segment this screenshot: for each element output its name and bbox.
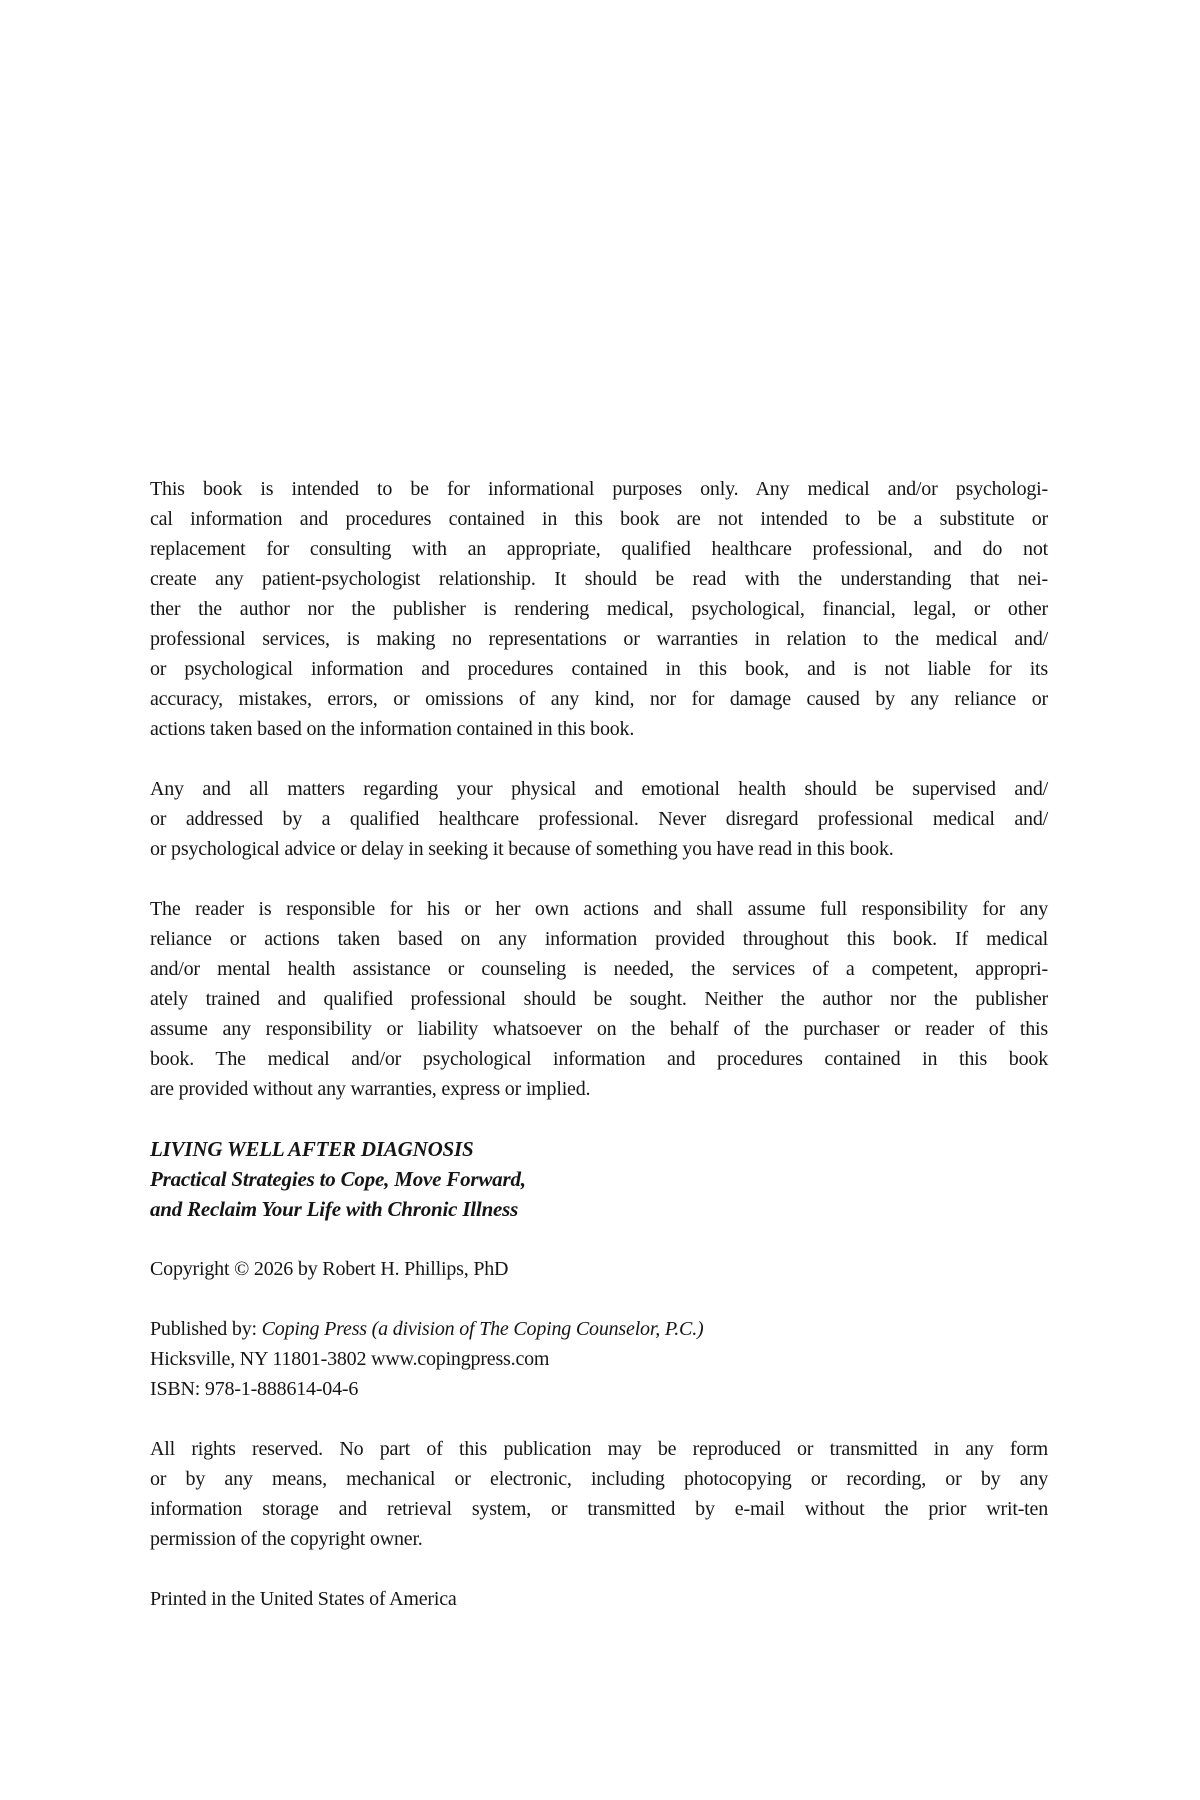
isbn-line: ISBN: 978-1-888614-04-6: [150, 1378, 359, 1400]
book-title: LIVING WELL AFTER DIAGNOSIS: [150, 1137, 474, 1161]
text-line: All rights reserved. No part of this publication may be reproduced or transmitted in any form: [150, 1438, 1048, 1460]
text-line: actions taken based on the information contained in this book.: [150, 718, 635, 740]
disclaimer-paragraph-3: [150, 894, 1048, 1104]
rights-paragraph: [150, 1434, 1048, 1554]
text-line: or addressed by a qualified healthcare professional. Never disregard professional medical and/: [150, 808, 1048, 830]
text-line: cal information and procedures contained in this book are not intended to be a substitute or: [150, 508, 1048, 530]
disclaimer-paragraph-1: [150, 474, 1048, 744]
publisher-name: Coping Press (a division of The Coping Counselor, P.C.): [261, 1318, 704, 1340]
publisher-address: Hicksville, NY 11801-3802 www.copingpress.com: [150, 1348, 550, 1370]
book-title-block: [150, 1134, 1048, 1224]
text-line: accuracy, mistakes, errors, or omissions of any kind, nor for damage caused by any reliance or: [150, 688, 1048, 710]
text-line: and/or mental health assistance or counseling is needed, the services of a competent, appropri-: [150, 958, 1048, 980]
publisher-line: [150, 1314, 1048, 1344]
book-subtitle-line-1: Practical Strategies to Cope, Move Forward,: [150, 1167, 526, 1191]
text-line: book. The medical and/or psychological information and procedures contained in this book: [150, 1048, 1048, 1070]
text-line: ther the author nor the publisher is rendering medical, psychological, financial, legal, or other: [150, 598, 1048, 620]
text-line: are provided without any warranties, express or implied.: [150, 1078, 591, 1100]
text-line: or psychological advice or delay in seeking it because of something you have read in this book.: [150, 838, 894, 860]
text-line: assume any responsibility or liability whatsoever on the behalf of the purchaser or reader of this: [150, 1018, 1048, 1040]
copyright-notice-block: [150, 1254, 1048, 1284]
copyright-page-content: [150, 474, 1048, 1614]
printed-in-line: Printed in the United States of America: [150, 1588, 457, 1610]
publisher-block: [150, 1314, 1048, 1404]
text-line: The reader is responsible for his or her own actions and shall assume full responsibility for any: [150, 898, 1048, 920]
text-line: create any patient-psychologist relationship. It should be read with the understanding that nei-: [150, 568, 1048, 590]
printed-in-block: [150, 1584, 1048, 1614]
text-line: Any and all matters regarding your physical and emotional health should be supervised and/: [150, 778, 1048, 800]
text-line: or by any means, mechanical or electronic, including photocopying or recording, or by any: [150, 1468, 1048, 1490]
disclaimer-paragraph-2: [150, 774, 1048, 864]
text-line: information storage and retrieval system, or transmitted by e-mail without the prior writ-ten: [150, 1498, 1048, 1520]
published-by-label: Published by:: [150, 1318, 262, 1340]
text-line: reliance or actions taken based on any information provided throughout this book. If medical: [150, 928, 1048, 950]
text-line: This book is intended to be for informational purposes only. Any medical and/or psychologi-: [150, 478, 1048, 500]
text-line: or psychological information and procedures contained in this book, and is not liable for its: [150, 658, 1048, 680]
book-subtitle-line-2: and Reclaim Your Life with Chronic Illness: [150, 1197, 519, 1221]
text-line: professional services, is making no representations or warranties in relation to the medical and/: [150, 628, 1048, 650]
copyright-notice: Copyright © 2026 by Robert H. Phillips, PhD: [150, 1258, 509, 1280]
text-line: replacement for consulting with an appropriate, qualified healthcare professional, and do not: [150, 538, 1048, 560]
text-line: permission of the copyright owner.: [150, 1528, 423, 1550]
text-line: ately trained and qualified professional should be sought. Neither the author nor the publisher: [150, 988, 1048, 1010]
